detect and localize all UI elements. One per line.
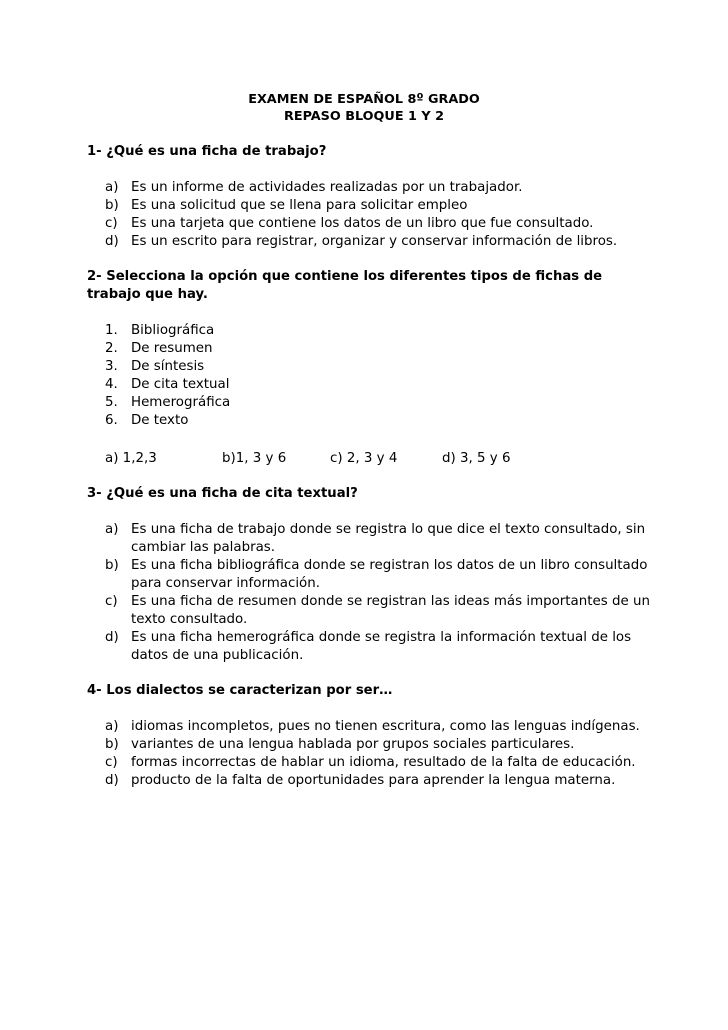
question-3-options [105, 521, 650, 665]
item-label: 5. [105, 395, 118, 410]
option-label: d) [105, 630, 119, 645]
q2-answer-b: b)1, 3 y 6 [222, 451, 287, 466]
q1-option-d [105, 233, 650, 251]
item-label: 2. [105, 341, 118, 356]
q3-option-c [105, 593, 650, 629]
question-3: 3- ¿Qué es una ficha de cita textual? [87, 486, 358, 501]
option-label: a) [105, 180, 119, 195]
question-4: 4- Los dialectos se caracterizan por ser… [87, 683, 393, 698]
option-label: d) [105, 773, 119, 788]
option-label: a) [105, 522, 119, 537]
option-text: Es una ficha bibliográfica donde se registran los datos de un libro consultado para conservar información. [131, 558, 648, 591]
item-text: Bibliográfica [131, 323, 215, 338]
q2-answer-c: c) 2, 3 y 4 [330, 451, 398, 466]
question-2-items [105, 322, 650, 430]
q2-item-3 [105, 358, 650, 376]
q2-item-5 [105, 394, 650, 412]
option-label: b) [105, 558, 119, 573]
exam-title-line-1: EXAMEN DE ESPAÑOL 8º GRADO [248, 92, 480, 107]
q1-option-b [105, 197, 650, 215]
option-label: c) [105, 594, 118, 609]
question-1-options [105, 179, 650, 251]
q1-option-c [105, 215, 650, 233]
option-label: b) [105, 737, 119, 752]
item-text: De cita textual [131, 377, 230, 392]
item-label: 1. [105, 323, 118, 338]
item-text: De texto [131, 413, 189, 428]
q4-option-c [105, 754, 650, 772]
option-label: a) [105, 719, 119, 734]
option-text: Es un informe de actividades realizadas por un trabajador. [131, 180, 523, 195]
q2-answer-d: d) 3, 5 y 6 [442, 451, 511, 466]
option-text: idiomas incompletos, pues no tienen escritura, como las lenguas indígenas. [131, 719, 640, 734]
q4-option-a [105, 718, 650, 736]
item-text: De síntesis [131, 359, 205, 374]
option-label: c) [105, 755, 118, 770]
q4-option-b [105, 736, 650, 754]
option-text: Es una ficha de trabajo donde se registra lo que dice el texto consultado, sin cambiar las palabras. [131, 522, 646, 555]
option-label: b) [105, 198, 119, 213]
option-text: Es una solicitud que se llena para solicitar empleo [131, 198, 468, 213]
exam-title [0, 91, 728, 125]
option-label: d) [105, 234, 119, 249]
q2-item-1 [105, 322, 650, 340]
question-4-options [105, 718, 650, 790]
option-label: c) [105, 216, 118, 231]
question-1: 1- ¿Qué es una ficha de trabajo? [87, 144, 327, 159]
q3-option-d [105, 629, 650, 665]
item-label: 6. [105, 413, 118, 428]
q3-option-a [105, 521, 650, 557]
q4-option-d [105, 772, 650, 790]
q2-item-6 [105, 412, 650, 430]
option-text: Es una ficha hemerográfica donde se registra la información textual de los datos de una publicación. [131, 630, 632, 663]
question-2-answers [105, 450, 645, 468]
q3-option-b [105, 557, 650, 593]
option-text: Es una tarjeta que contiene los datos de un libro que fue consultado. [131, 216, 594, 231]
item-text: De resumen [131, 341, 213, 356]
option-text: formas incorrectas de hablar un idioma, resultado de la falta de educación. [131, 755, 636, 770]
q1-option-a [105, 179, 650, 197]
option-text: producto de la falta de oportunidades para aprender la lengua materna. [131, 773, 616, 788]
option-text: variantes de una lengua hablada por grupos sociales particulares. [131, 737, 575, 752]
item-label: 4. [105, 377, 118, 392]
item-text: Hemerográfica [131, 395, 231, 410]
q2-item-4 [105, 376, 650, 394]
q2-answer-a: a) 1,2,3 [105, 451, 157, 466]
q2-item-2 [105, 340, 650, 358]
option-text: Es un escrito para registrar, organizar y conservar información de libros. [131, 234, 618, 249]
question-2: 2- Selecciona la opción que contiene los diferentes tipos de fichas de trabajo que hay. [87, 269, 603, 302]
exam-title-line-2: REPASO BLOQUE 1 Y 2 [283, 109, 445, 124]
option-text: Es una ficha de resumen donde se registran las ideas más importantes de un texto consultado. [131, 594, 650, 627]
item-label: 3. [105, 359, 118, 374]
